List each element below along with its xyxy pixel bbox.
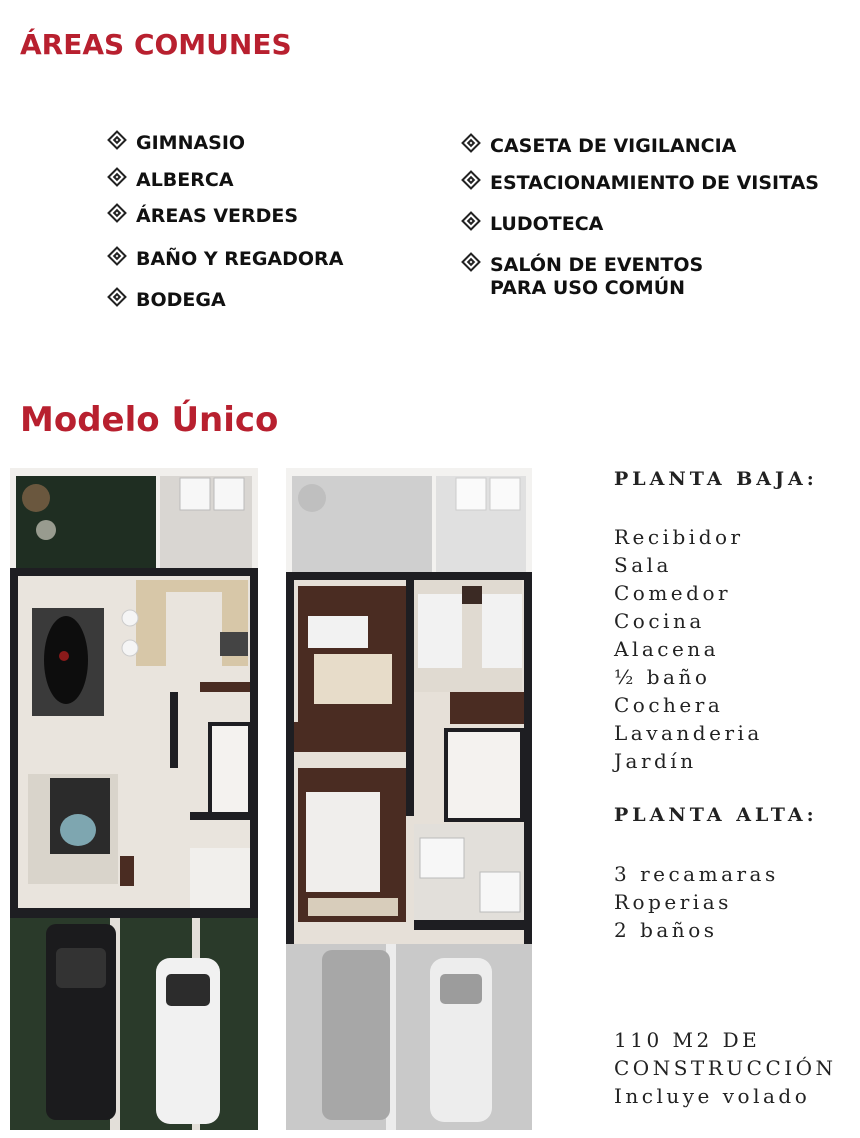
amenity-item (464, 135, 736, 158)
amenity-label: SALÓN DE EVENTOS PARA USO COMÚN (490, 254, 704, 299)
upper-floor-plan-image (286, 468, 532, 1130)
diamond-bullet-icon (107, 203, 127, 223)
diamond-bullet-icon (461, 252, 481, 272)
construccion-label: CONSTRUCCIÓN (614, 1056, 837, 1080)
amenity-item (110, 248, 343, 271)
areas-comunes-heading: ÁREAS COMUNES (20, 28, 292, 61)
amenity-item (110, 289, 226, 312)
amenity-label: BAÑO Y REGADORA (136, 248, 344, 270)
diamond-bullet-icon (461, 133, 481, 153)
amenity-label: ÁREAS VERDES (136, 205, 299, 227)
diamond-bullet-icon (107, 287, 127, 307)
construccion-info (614, 1026, 837, 1110)
planta-baja-item: ½ baño (614, 665, 711, 689)
planta-baja-title: PLANTA BAJA: (614, 468, 818, 490)
ground-floor-plan-image (10, 468, 258, 1130)
diamond-bullet-icon (107, 167, 127, 187)
amenity-label: GIMNASIO (136, 132, 246, 154)
amenity-label: BODEGA (136, 289, 226, 311)
amenity-label: ALBERCA (136, 169, 234, 191)
amenity-item (110, 205, 298, 228)
planta-alta-list (614, 860, 779, 944)
planta-baja-item: Lavanderia (614, 721, 763, 745)
amenity-item (464, 254, 703, 300)
modelo-heading: Modelo Único (20, 400, 279, 440)
planta-baja-item: Sala (614, 553, 672, 577)
planta-baja-item: Alacena (614, 637, 720, 661)
amenity-item (464, 213, 603, 236)
planta-baja-list (614, 523, 763, 775)
amenity-label: CASETA DE VIGILANCIA (490, 135, 737, 157)
planta-alta-item: 2 baños (614, 918, 718, 942)
diamond-bullet-icon (107, 130, 127, 150)
amenity-item (110, 169, 234, 192)
construccion-area: 110 M2 DE (614, 1028, 761, 1052)
diamond-bullet-icon (461, 170, 481, 190)
planta-alta-title: PLANTA ALTA: (614, 804, 818, 826)
planta-baja-item: Jardín (614, 749, 697, 773)
construccion-note: Incluye volado (614, 1084, 811, 1108)
planta-alta-item: 3 recamaras (614, 862, 779, 886)
planta-baja-item: Comedor (614, 581, 732, 605)
planta-baja-item: Recibidor (614, 525, 744, 549)
planta-baja-item: Cocina (614, 609, 705, 633)
diamond-bullet-icon (461, 211, 481, 231)
amenity-item (464, 172, 819, 195)
diamond-bullet-icon (107, 246, 127, 266)
planta-baja-item: Cochera (614, 693, 724, 717)
amenity-item (110, 132, 245, 155)
amenity-label: LUDOTECA (490, 213, 604, 235)
amenity-label: ESTACIONAMIENTO DE VISITAS (490, 172, 819, 194)
planta-alta-item: Roperias (614, 890, 732, 914)
